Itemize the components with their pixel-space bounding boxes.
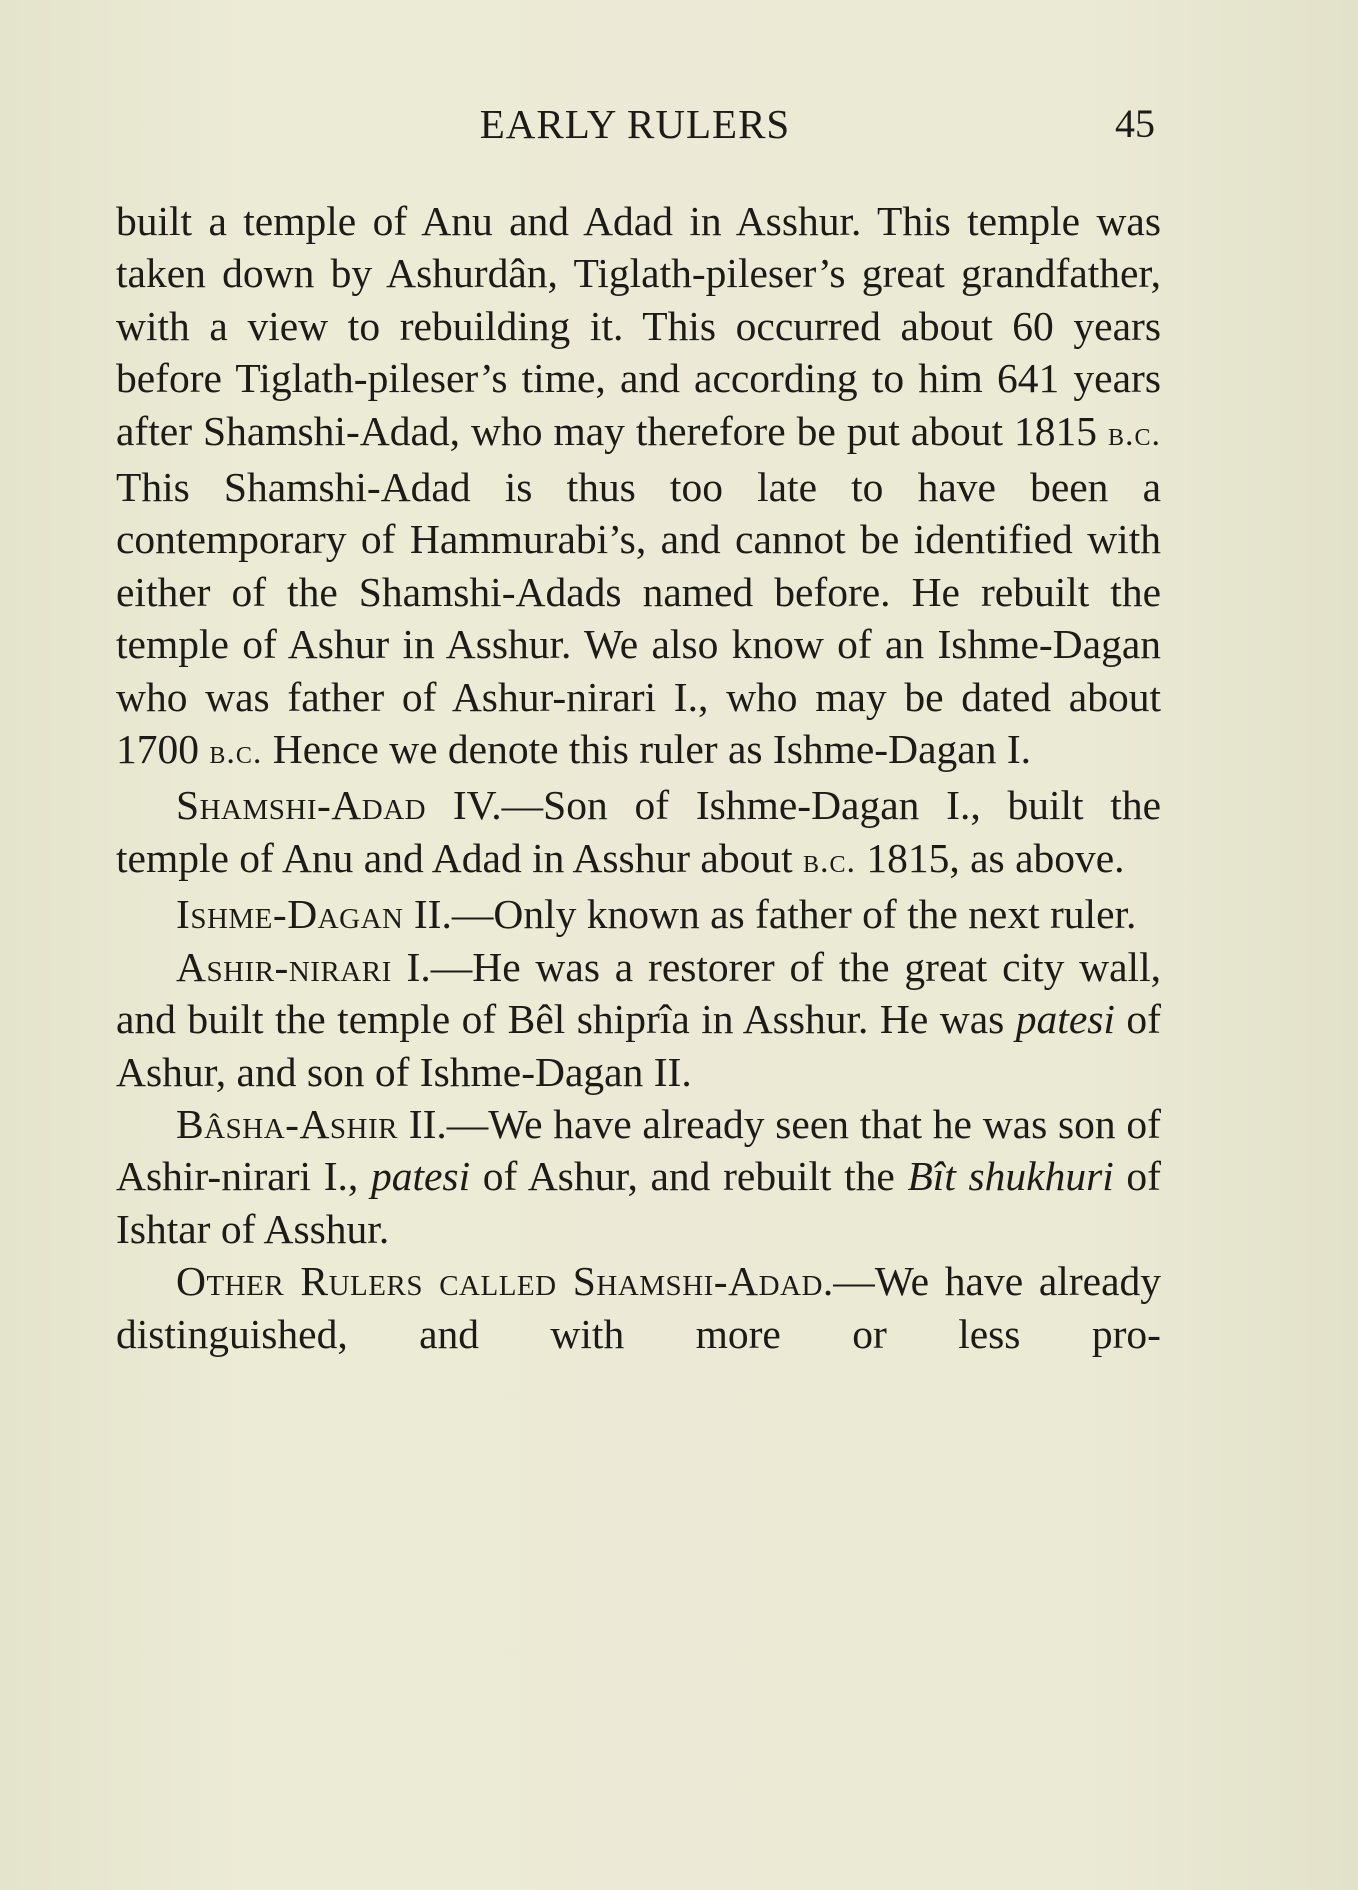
era-abbreviation: b.c. xyxy=(1107,415,1161,453)
ruler-heading: Other Rulers called Shamshi-Adad xyxy=(176,1258,823,1305)
paragraph-other-rulers xyxy=(116,1255,1161,1360)
era-abbreviation: b.c. xyxy=(802,842,857,880)
era-abbreviation: b.c. xyxy=(209,734,263,772)
ruler-heading: Bâsha-Ashir xyxy=(176,1100,398,1147)
paragraph-1 xyxy=(116,195,1161,779)
italic-term: patesi xyxy=(370,1153,471,1200)
italic-term: patesi xyxy=(1015,996,1115,1043)
ruler-heading: Ashir-nirari xyxy=(176,943,392,990)
text-span: built a temple of Anu and Adad in Asshur. This temple was taken down by Ashurdân, Tiglath-pileser’s great grandfather, with a view to rebuilding it. This occurred about 60 years before Tiglath-pileser’s time, and according to him 641 years after Shamshi-Adad, who may therefore be put about 1815 xyxy=(116,198,1161,454)
text-span: of Ashur, and rebuilt the xyxy=(470,1153,908,1200)
paragraph-basha-ashir-ii xyxy=(116,1098,1161,1255)
text-span: II.—Only known as father of the next ruler. xyxy=(403,891,1137,938)
paragraph-shamshi-adad-iv xyxy=(116,779,1161,888)
text-span: IV.—Son of Ishme-Dagan I., built the temple of Anu and Adad in Asshur about xyxy=(116,782,1161,881)
text-span: This Shamshi-Adad is thus too late to have been a contemporary of Hammurabi’s, and cannot be identified with either of the Shamshi-Adads named before. He rebuilt the temple of Ashur in Asshur. We also know of an Ishme-Dagan who was father of Ashur-nirari I., who may be dated about 1700 xyxy=(116,464,1161,773)
text-span: I.—He was a restorer of the great city wall, and built the temple of Bêl shiprîa in Asshur. He was xyxy=(116,943,1161,1043)
text-span: II.—We have already seen that he was son of Ashir-nirari I., xyxy=(116,1100,1161,1200)
ruler-heading: Shamshi-Adad xyxy=(176,782,427,829)
ruler-heading: Ishme-Dagan xyxy=(176,891,404,938)
page-number: 45 xyxy=(1115,101,1155,146)
text-span: of Ashur, and son of Ishme-Dagan II. xyxy=(116,996,1161,1095)
text-span: 1815, as above. xyxy=(856,834,1125,881)
text-span: .—We have already distinguished, and with more or less pro- xyxy=(116,1258,1161,1357)
text-span: Hence we denote this ruler as Ishme-Dagan I. xyxy=(262,726,1032,773)
paragraph-ashir-nirari-i xyxy=(116,941,1161,1098)
page-header xyxy=(115,100,1155,160)
italic-term: Bît shukhuri xyxy=(907,1153,1114,1200)
paragraph-ishme-dagan-ii xyxy=(116,888,1161,940)
running-head: EARLY RULERS xyxy=(479,101,791,147)
body-text xyxy=(116,195,1161,1360)
text-span: of Ishtar of Asshur. xyxy=(116,1153,1161,1252)
